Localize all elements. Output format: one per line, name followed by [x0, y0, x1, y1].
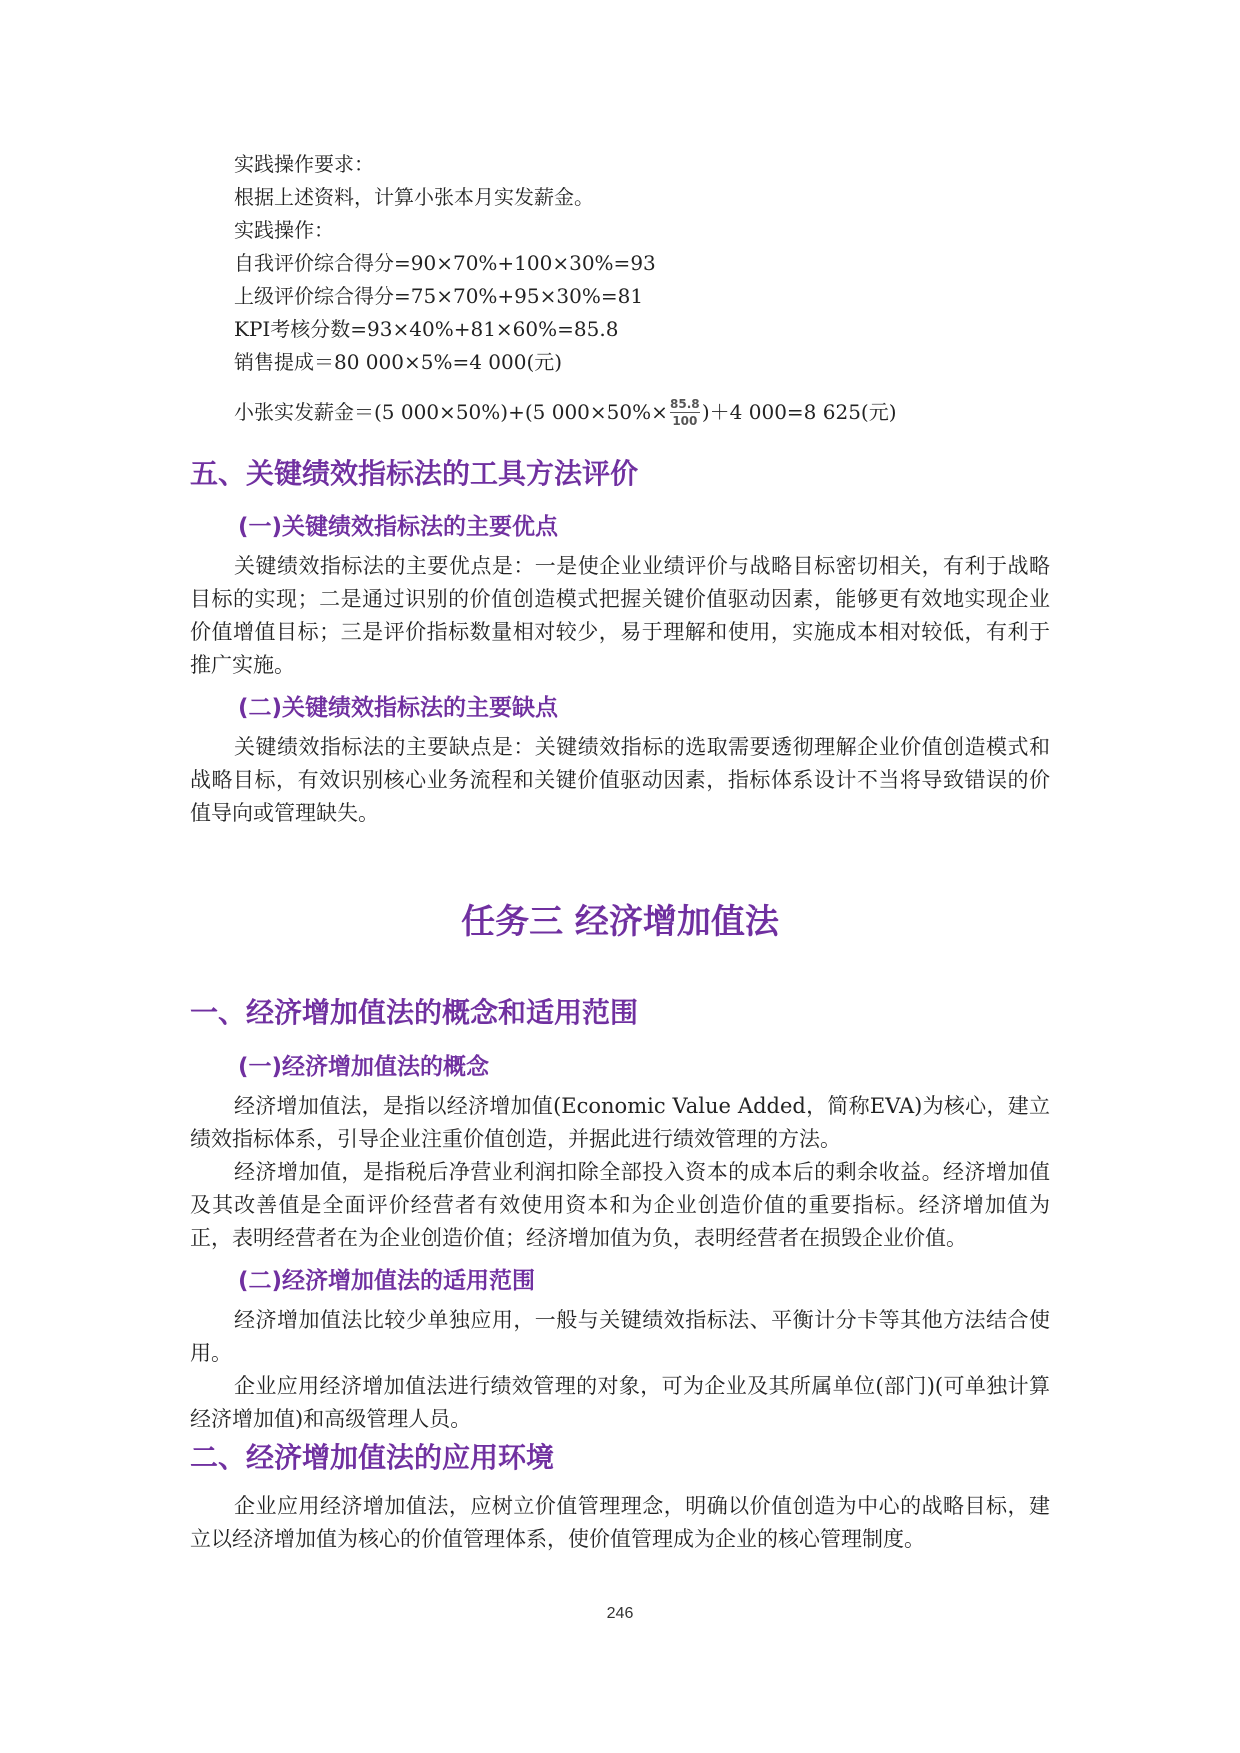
section-heading: 二、经济增加值法的应用环境	[190, 1441, 555, 1474]
fraction-numerator: 85.8	[670, 396, 700, 411]
paragraph: 经济增加值法比较少单独应用，一般与关键绩效指标法、平衡计分卡等其他方法结合使用。	[190, 1308, 1050, 1365]
salary-formula	[234, 388, 897, 436]
practice-operation-heading: 实践操作：	[234, 218, 334, 242]
fraction-denominator: 100	[672, 413, 698, 428]
practice-requirement-heading: 实践操作要求：	[234, 152, 374, 176]
paragraph: 企业应用经济增加值法进行绩效管理的对象，可为企业及其所属单位(部门)(可单独计算经济增加值)和高级管理人员。	[190, 1374, 1050, 1431]
paragraph: 经济增加值法，是指以经济增加值(Economic Value Added，简称EVA)为核心，建立绩效指标体系，引导企业注重价值创造，并据此进行绩效管理的方法。	[190, 1094, 1050, 1151]
subsection-heading: (一)经济增加值法的概念	[238, 1054, 490, 1080]
paragraph: 企业应用经济增加值法，应树立价值管理理念，明确以价值创造为中心的战略目标，建立以经济增加值为核心的价值管理体系，使价值管理成为企业的核心管理制度。	[190, 1494, 1050, 1551]
page-number: 246	[606, 1605, 634, 1622]
task-title: 任务三 经济增加值法	[461, 902, 779, 942]
subsection-heading: (二)关键绩效指标法的主要缺点	[238, 695, 559, 721]
subsection-heading: (二)经济增加值法的适用范围	[238, 1268, 536, 1294]
paragraph: 经济增加值，是指税后净营业利润扣除全部投入资本的成本后的剩余收益。经济增加值及其改善值是全面评价经营者有效使用资本和为企业创造价值的重要指标。经济增加值为正，表明经营者在为企业创造价值；经济增加值为负，表明经营者在损毁企业价值。	[190, 1160, 1050, 1250]
formula-prefix: 小张实发薪金＝(5 000×50%)+(5 000×50%×	[234, 400, 668, 424]
paragraph: 关键绩效指标法的主要缺点是：关键绩效指标的选取需要透彻理解企业价值创造模式和战略目标，有效识别核心业务流程和关键价值驱动因素，指标体系设计不当将导致错误的价值导向或管理缺失。	[190, 735, 1050, 825]
formula-fraction	[670, 397, 700, 428]
calc-self-evaluation: 自我评价综合得分=90×70%+100×30%=93	[234, 251, 656, 275]
practice-requirement-text: 根据上述资料，计算小张本月实发薪金。	[234, 185, 594, 209]
calc-kpi-score: KPI考核分数=93×40%+81×60%=85.8	[234, 317, 619, 341]
formula-suffix: )＋4 000=8 625(元)	[701, 400, 897, 424]
calc-superior-evaluation: 上级评价综合得分=75×70%+95×30%=81	[234, 284, 644, 308]
subsection-heading: (一)关键绩效指标法的主要优点	[238, 514, 559, 540]
section-heading: 五、关键绩效指标法的工具方法评价	[190, 457, 639, 490]
fraction-bar	[670, 412, 700, 413]
section-heading: 一、经济增加值法的概念和适用范围	[190, 996, 639, 1029]
paragraph: 关键绩效指标法的主要优点是：一是使企业业绩评价与战略目标密切相关，有利于战略目标的实现；二是通过识别的价值创造模式把握关键价值驱动因素，能够更有效地实现企业价值增值目标；三是评价指标数量相对较少，易于理解和使用，实施成本相对较低，有利于推广实施。	[190, 554, 1050, 677]
calc-sales-commission: 销售提成＝80 000×5%=4 000(元)	[234, 350, 563, 374]
